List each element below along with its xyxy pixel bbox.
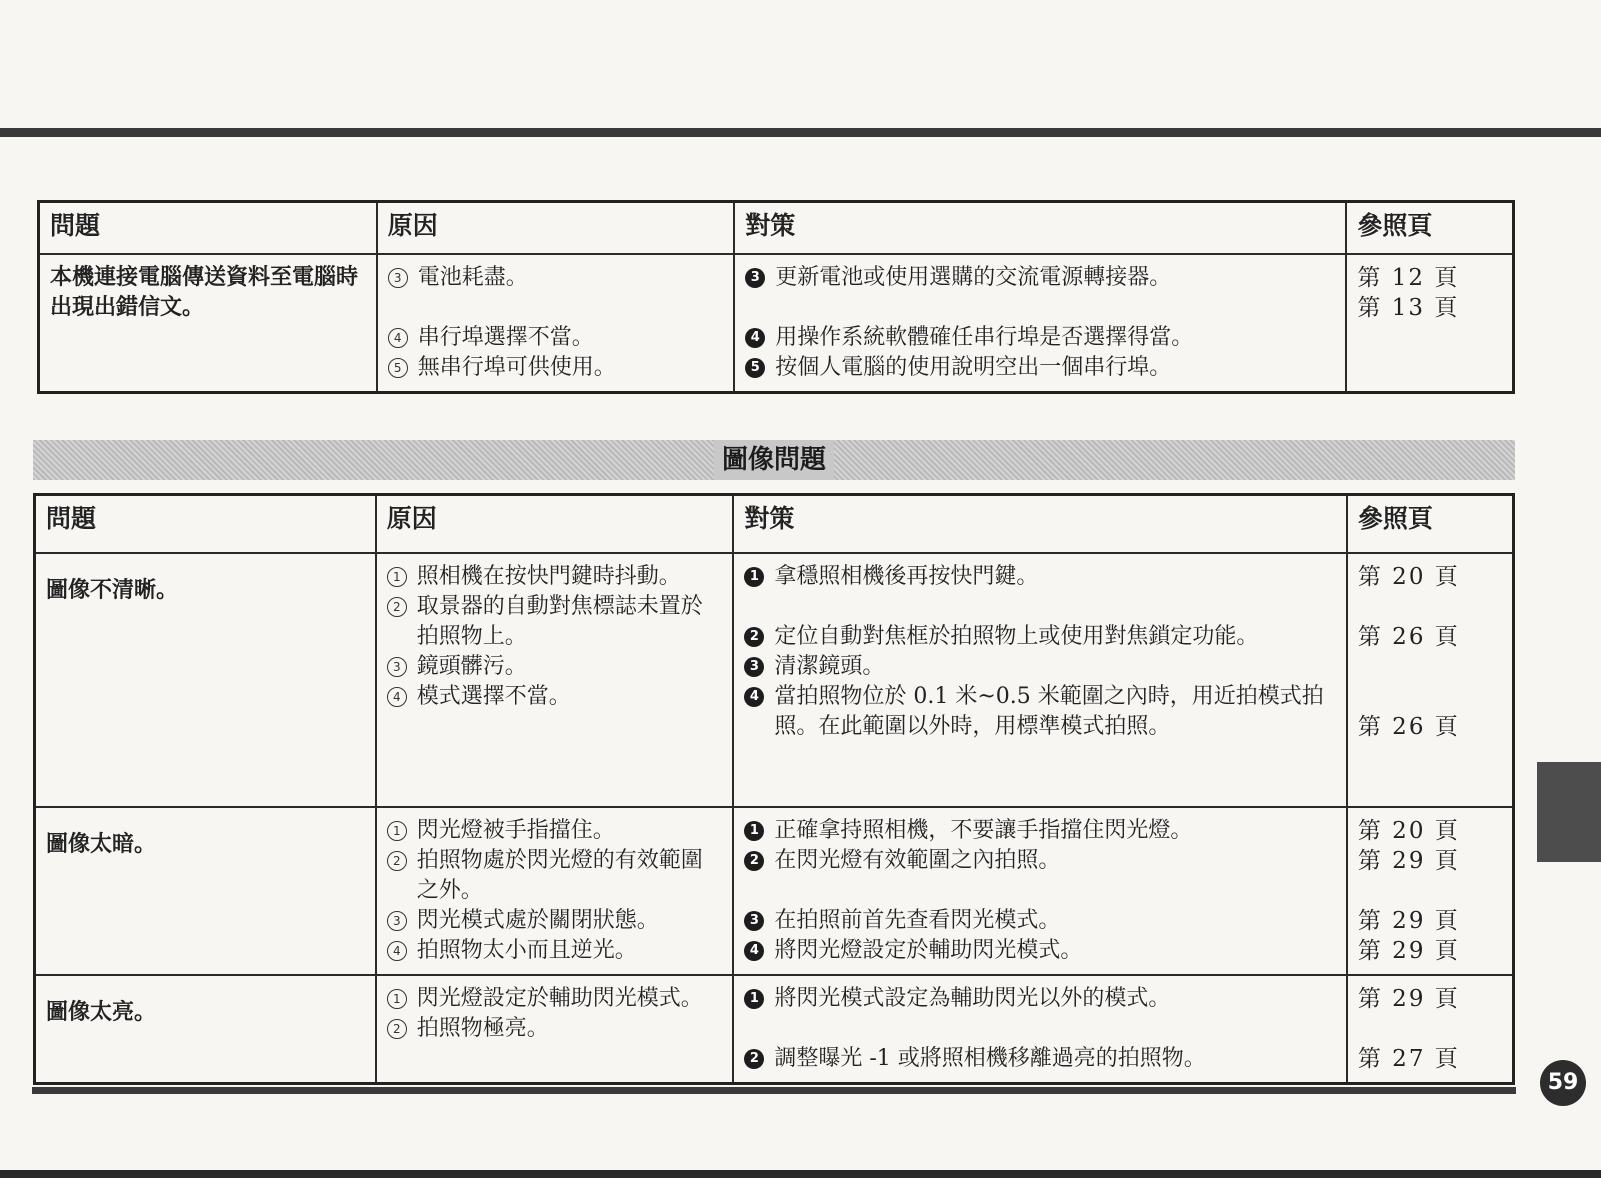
filled-number-icon: 1 — [744, 989, 764, 1009]
filled-number-icon: 3 — [744, 657, 764, 677]
problem-cell: 圖像太亮。 — [35, 975, 376, 1084]
table-row — [35, 807, 1514, 975]
cause-cell — [377, 254, 735, 393]
header-remedy: 對策 — [733, 495, 1347, 553]
circled-number-icon: 1 — [387, 821, 407, 841]
page-reference: 第 12 頁 — [1357, 264, 1460, 291]
remedy-item: 2 定位自動對焦框於拍照物上或使用對焦鎖定功能。 — [744, 622, 1336, 652]
page-number-badge: 59 — [1540, 1060, 1586, 1106]
header-problem: 問題 — [39, 202, 377, 254]
trouble-table-image — [33, 493, 1515, 1085]
cause-item: 2 取景器的自動對焦標誌未置於拍照物上。 — [387, 592, 723, 652]
remedy-item: 1 拿穩照相機後再按快門鍵。 — [744, 562, 1336, 592]
table-row — [35, 975, 1514, 1084]
top-rule — [0, 128, 1601, 137]
table-row — [39, 254, 1514, 393]
cause-item: 4 模式選擇不當。 — [387, 682, 723, 712]
cause-cell — [376, 975, 734, 1084]
remedy-cell — [733, 807, 1347, 975]
page-reference: 第 26 頁 — [1357, 713, 1460, 740]
remedy-item: 4 用操作系統軟體確任串行埠是否選擇得當。 — [745, 323, 1335, 353]
remedy-item: 1 正確拿持照相機，不要讓手指擋住閃光燈。 — [744, 816, 1336, 846]
circled-number-icon: 3 — [388, 268, 408, 288]
section-title: 圖像問題 — [714, 440, 834, 480]
page-reference: 第 26 頁 — [1357, 623, 1460, 650]
cause-item: 1 照相機在按快門鍵時抖動。 — [387, 562, 723, 592]
circled-number-icon: 4 — [388, 328, 408, 348]
section-banner — [33, 440, 1515, 480]
reference-cell — [1347, 807, 1514, 975]
circled-number-icon: 3 — [387, 911, 407, 931]
page-reference: 第 29 頁 — [1357, 907, 1460, 934]
reference-cell — [1346, 254, 1513, 393]
bottom-rule — [32, 1087, 1516, 1094]
circled-number-icon: 1 — [387, 989, 407, 1009]
header-cause: 原因 — [376, 495, 734, 553]
remedy-item: 5 按個人電腦的使用說明空出一個串行埠。 — [745, 353, 1335, 383]
circled-number-icon: 2 — [387, 597, 407, 617]
filled-number-icon: 2 — [744, 851, 764, 871]
page-reference: 第 20 頁 — [1357, 817, 1460, 844]
cause-item: 5 無串行埠可供使用。 — [388, 353, 724, 383]
cause-item: 4 串行埠選擇不當。 — [388, 323, 724, 353]
filled-number-icon: 2 — [744, 1049, 764, 1069]
chapter-tab — [1537, 762, 1601, 862]
cause-item: 2 拍照物極亮。 — [387, 1014, 723, 1044]
filled-number-icon: 5 — [745, 358, 765, 378]
remedy-item: 1 將閃光模式設定為輔助閃光以外的模式。 — [744, 984, 1336, 1014]
page-reference: 第 29 頁 — [1357, 937, 1460, 964]
filled-number-icon: 1 — [744, 567, 764, 587]
remedy-cell — [733, 975, 1347, 1084]
circled-number-icon: 4 — [387, 941, 407, 961]
filled-number-icon: 3 — [744, 911, 764, 931]
reference-cell — [1347, 975, 1514, 1084]
header-problem: 問題 — [35, 495, 376, 553]
trouble-table-connection — [37, 200, 1515, 394]
problem-cell: 圖像不清晰。 — [35, 553, 376, 807]
filled-number-icon: 4 — [745, 328, 765, 348]
cause-item: 3 鏡頭髒污。 — [387, 652, 723, 682]
remedy-cell — [734, 254, 1346, 393]
header-reference: 參照頁 — [1347, 495, 1514, 553]
remedy-item: 3 在拍照前首先查看閃光模式。 — [744, 906, 1336, 936]
cause-item: 4 拍照物太小而且逆光。 — [387, 936, 723, 966]
problem-cell: 圖像太暗。 — [35, 807, 376, 975]
filled-number-icon: 2 — [744, 627, 764, 647]
header-cause: 原因 — [377, 202, 735, 254]
circled-number-icon: 1 — [387, 567, 407, 587]
cause-cell — [376, 553, 734, 807]
filled-number-icon: 1 — [744, 821, 764, 841]
header-reference: 參照頁 — [1346, 202, 1513, 254]
page-reference: 第 29 頁 — [1357, 985, 1460, 1012]
cause-item: 1 閃光燈設定於輔助閃光模式。 — [387, 984, 723, 1014]
cause-item: 1 閃光燈被手指擋住。 — [387, 816, 723, 846]
circled-number-icon: 3 — [387, 657, 407, 677]
page-reference: 第 29 頁 — [1357, 847, 1460, 874]
page-reference: 第 20 頁 — [1357, 563, 1460, 590]
remedy-item: 2 在閃光燈有效範圍之內拍照。 — [744, 846, 1336, 876]
remedy-item: 4 將閃光燈設定於輔助閃光模式。 — [744, 936, 1336, 966]
circled-number-icon: 4 — [387, 687, 407, 707]
table-header-row — [39, 202, 1514, 254]
page-reference: 第 27 頁 — [1357, 1045, 1460, 1072]
reference-cell — [1347, 553, 1514, 807]
filled-number-icon: 4 — [744, 941, 764, 961]
problem-cell: 本機連接電腦傳送資料至電腦時出現出錯信文。 — [39, 254, 377, 393]
remedy-item: 2 調整曝光 -1 或將照相機移離過亮的拍照物。 — [744, 1044, 1336, 1074]
cause-item: 3 電池耗盡。 — [388, 263, 724, 293]
circled-number-icon: 2 — [387, 851, 407, 871]
table-header-row — [35, 495, 1514, 553]
circled-number-icon: 5 — [388, 358, 408, 378]
remedy-item: 4 當拍照物位於 0.1 米~0.5 米範圍之內時，用近拍模式拍照。在此範圍以外時，用標準模式拍照。 — [744, 682, 1336, 742]
header-remedy: 對策 — [734, 202, 1346, 254]
remedy-item: 3 更新電池或使用選購的交流電源轉接器。 — [745, 263, 1335, 293]
filled-number-icon: 3 — [745, 268, 765, 288]
remedy-cell — [733, 553, 1347, 807]
cause-item: 2 拍照物處於閃光燈的有效範圍之外。 — [387, 846, 723, 906]
remedy-item: 3 清潔鏡頭。 — [744, 652, 1336, 682]
table-row — [35, 553, 1514, 807]
cause-cell — [376, 807, 734, 975]
page-reference: 第 13 頁 — [1357, 294, 1460, 321]
filled-number-icon: 4 — [744, 687, 764, 707]
footer-edge — [0, 1170, 1601, 1178]
circled-number-icon: 2 — [387, 1019, 407, 1039]
cause-item: 3 閃光模式處於關閉狀態。 — [387, 906, 723, 936]
